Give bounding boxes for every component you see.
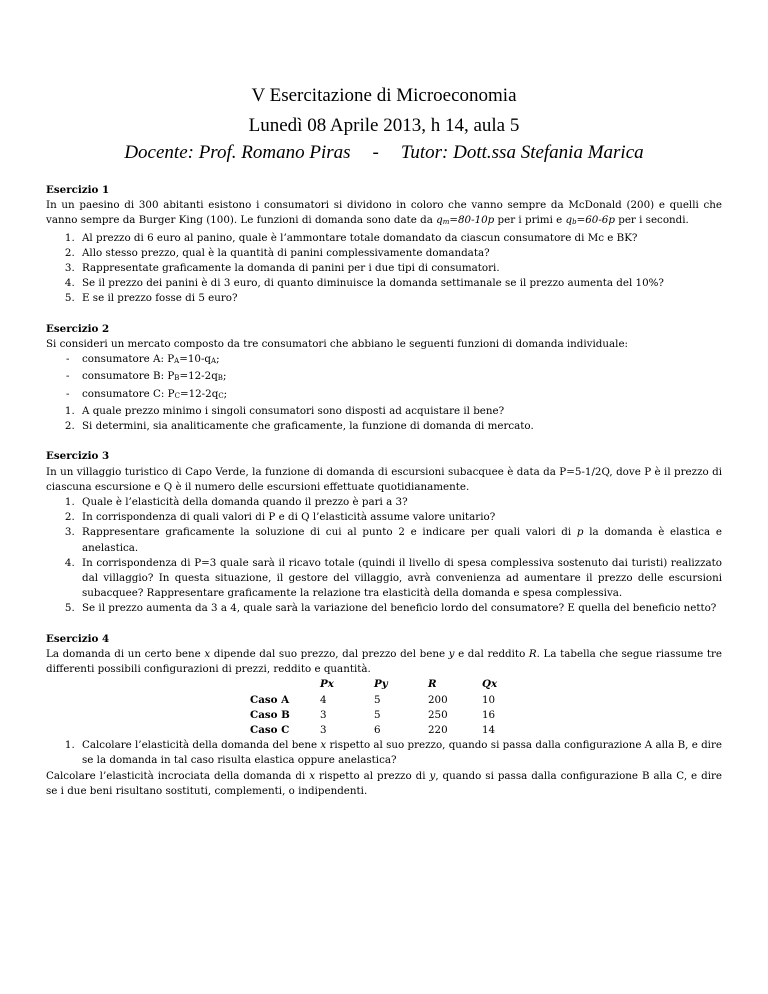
question-list [46,738,722,768]
staff-line [0,142,768,164]
question: 3. Rappresentate graficamente la domanda di panini per i due tipi di consumatori. [78,261,722,276]
document-title: V Esercitazione di Microeconomia [251,85,517,106]
exercise-title: Esercizio 2 [46,322,110,335]
question: 1. A quale prezzo minimo i singoli consumatori sono disposti ad acquistare il bene? [78,404,722,419]
table-row: Caso C 3 6 220 14 [250,724,496,737]
table-header-row [250,677,536,692]
header-px: Px [320,678,334,691]
final-question: Calcolare l’elasticità incrociata della domanda di x rispetto al prezzo di y, quando si passa dalla configurazione B alla C, e dire se i due beni risultano sostituti, complementi, o indipendenti. [46,769,722,797]
question: 1. Calcolare l’elasticità della domanda del bene x rispetto al suo prezzo, quando si passa dalla configurazione A alla B, e dire se la domanda in tal caso risulta elastica oppure anelastica? [78,738,722,768]
header-r: R [428,678,437,691]
exercise-2 [46,322,722,434]
exercise-title: Esercizio 1 [46,184,110,196]
question: 5. Se il prezzo aumenta da 3 a 4, quale sarà la variazione del beneficio lordo del consumatore? E quella del beneficio netto? [78,601,722,616]
question: 1. Quale è l’elasticità della domanda quando il prezzo è pari a 3? [78,495,722,510]
consumer-a: - consumatore A: $P_A=10-q_A$; [66,352,722,369]
separator: - [372,142,379,163]
question: 1. Al prezzo di 6 euro al panino, quale è l’ammontare totale domandato da ciascun consumatore di Mc e BK? [78,231,722,246]
configuration-table [250,677,536,738]
exercise-intro: In un villaggio turistico di Capo Verde, la funzione di domanda di escursioni subacquee è data da P=5-1/2Q, dove P è il prezzo di ciascuna escursione e Q è il numero delle escursioni effettuate quotidianamente. [46,465,722,493]
question: 2. Si determini, sia analiticamente che graficamente, la funzione di domanda di mercato. [78,419,722,434]
question: 2. In corrispondenza di quali valori di P e di Q l’elasticità assume valore unitario? [78,510,722,525]
question: 5. E se il prezzo fosse di 5 euro? [78,291,722,306]
exercise-1 [46,183,722,307]
question: 4. Se il prezzo dei panini è di 3 euro, di quanto diminuisce la domanda settimanale se il prezzo aumenta del 10%? [78,276,722,291]
question-list [46,495,722,617]
table-row: Caso B 3 5 250 16 [250,708,496,721]
exercise-3 [46,449,722,616]
exercise-intro: Si consideri un mercato composto da tre consumatori che abbiano le seguenti funzioni di domanda individuale: [46,338,629,351]
exercise-intro: La domanda di un certo bene x dipende dal suo prezzo, dal prezzo del bene y e dal reddito R. La tabella che segue riassume tre differenti possibili configurazioni di prezzi, reddito e quantità. [46,648,722,676]
question-list [46,404,722,434]
tutor: Tutor: Dott.ssa Stefania Marica [400,142,644,163]
question: 3. Rappresentare graficamente la soluzione di cui al punto 2 e indicare per quali valori di p la domanda è elastica e anelastica. [78,525,722,555]
question: 2. Allo stesso prezzo, qual è la quantità di panini complessivamente domandata? [78,246,722,261]
consumer-list [46,352,722,404]
question: 4. In corrispondenza di P=3 quale sarà il ricavo totale (quindi il livello di spesa complessiva sostenuto dai turisti) realizzato dal villaggio? In questa situazione, il gestore del villaggio, avrà convenienza ad aumentare il prezzo delle escursioni subacquee? Rappresentare graficamente la relazione tra elasticità della domanda e spesa complessiva. [78,556,722,602]
table-row: Caso A 4 5 200 10 [250,693,496,706]
docente: Docente: Prof. Romano Piras [124,142,351,163]
exercises [46,183,722,799]
exercise-title: Esercizio 3 [46,450,110,463]
header-qx: Qx [482,678,498,691]
question-list [46,231,722,307]
exercise-intro: In un paesino di 300 abitanti esistono i consumatori si dividono in coloro che vanno sempre da McDonald (200) e quelli che vanno sempre da Burger King (100). Le funzioni di domanda sono date da $q_m=80-10p$ per i primi e $q_b=60-6p$ per i secondi. [46,199,722,227]
header-py: Py [374,678,388,691]
consumer-b: - consumatore B: $P_B=12-2q_B$; [66,369,722,386]
consumer-c: - consumatore C: $P_C=12-2q_C$; [66,387,722,404]
exercise-title: Esercizio 4 [46,632,110,645]
lesson-date: Lunedì 08 Aprile 2013, h 14, aula 5 [248,115,520,136]
exercise-4 [46,632,722,799]
